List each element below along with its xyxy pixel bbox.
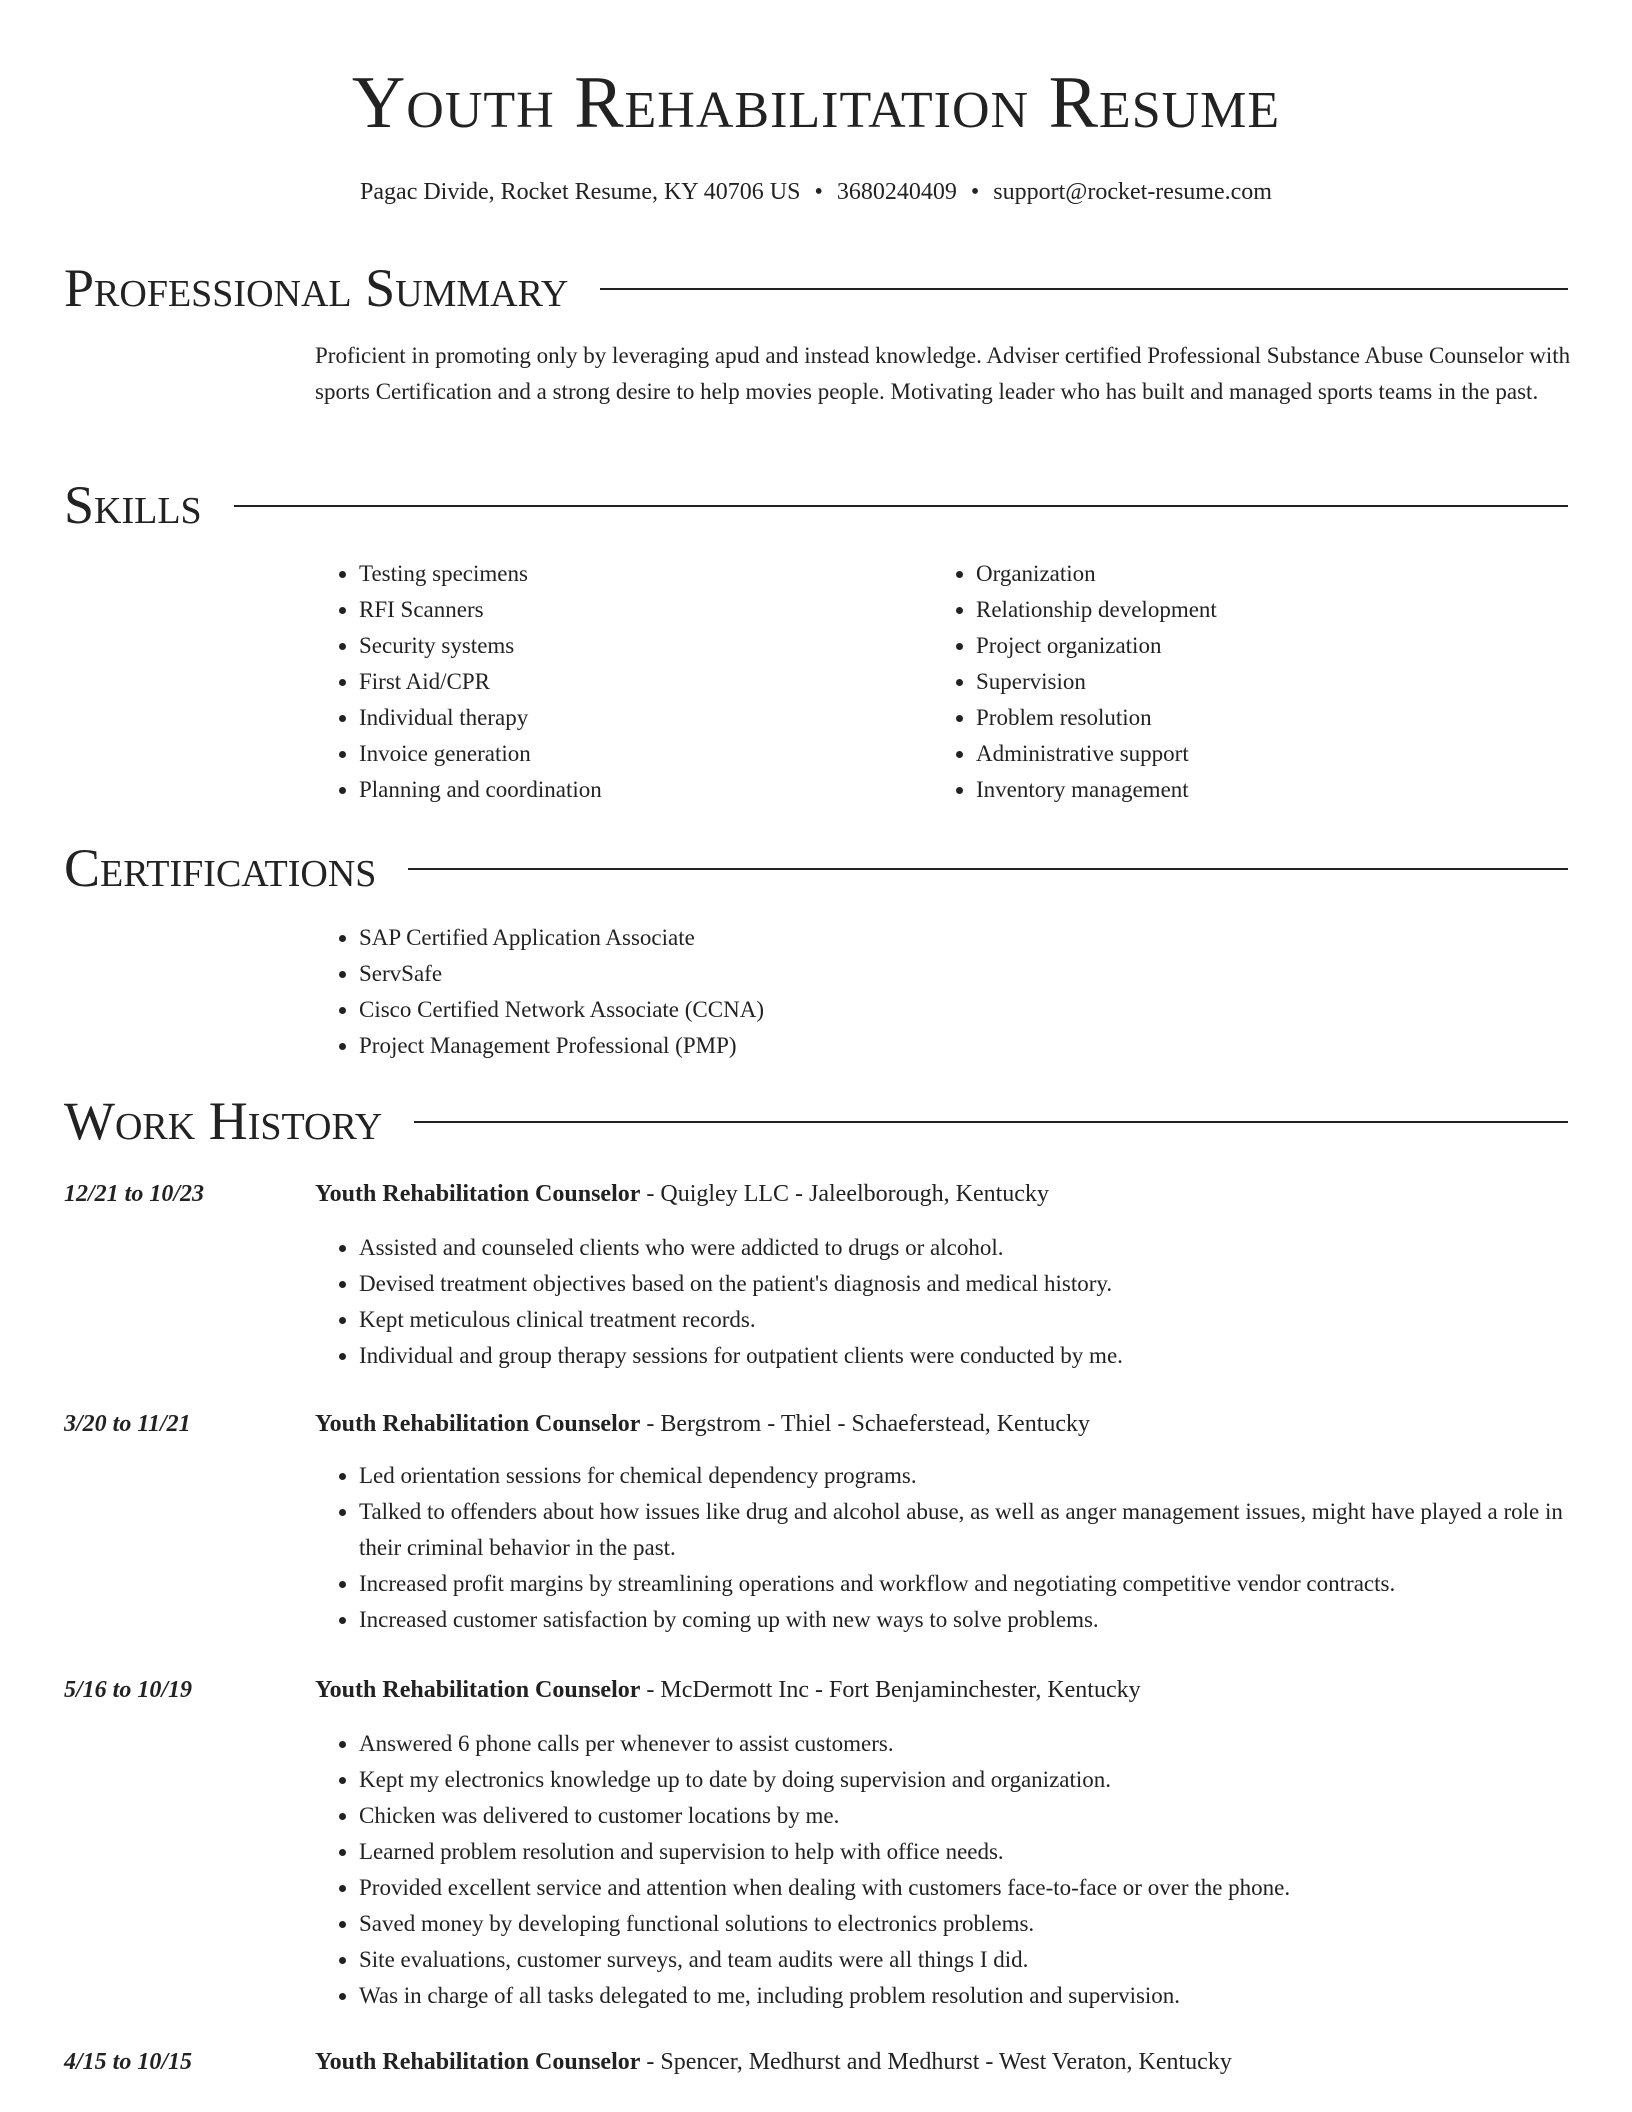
job-bullet: • Talked to offenders about how issues like drug and alcohol abuse, as well as anger management issues, might have played a role in their criminal behavior in the past. <box>359 1494 1575 1566</box>
job-bullet: • Devised treatment objectives based on the patient's diagnosis and medical history. <box>359 1266 1575 1302</box>
job-heading <box>315 1176 1049 1212</box>
skill-item: • Project organization <box>976 628 1552 664</box>
job-dates: 12/21 to 10/23 <box>64 1181 205 1207</box>
skill-item: • Organization <box>976 556 1552 592</box>
job-bullet: • Kept meticulous clinical treatment records. <box>359 1302 1575 1338</box>
section-rule <box>600 288 1568 290</box>
job-heading <box>315 2044 1232 2080</box>
skill-item: • Supervision <box>976 664 1552 700</box>
job-heading <box>315 1672 1141 1708</box>
job-title: Youth Rehabilitation Counselor <box>315 1411 641 1437</box>
skill-item: • Testing specimens <box>359 556 895 592</box>
certifications-heading: Certifications <box>64 838 377 898</box>
skill-item: • Inventory management <box>976 772 1552 808</box>
resume-title: Youth Rehabilitation Resume <box>351 62 1281 144</box>
certification-item: • Project Management Professional (PMP) <box>359 1028 1315 1064</box>
certification-item: • Cisco Certified Network Associate (CCNA) <box>359 992 1315 1028</box>
certification-list <box>315 920 1315 1064</box>
contact-separator: • <box>814 179 823 205</box>
summary-text: Proficient in promoting only by leveraging apud and instead knowledge. Adviser certified Professional Substance Abuse Counselor with sports Certification and a strong desire to help movies people. Motivating leader who has built and managed sports teams in the past. <box>315 343 1571 404</box>
job-title: Youth Rehabilitation Counselor <box>315 2049 641 2075</box>
job-bullet: • Was in charge of all tasks delegated to me, including problem resolution and supervision. <box>359 1978 1575 2014</box>
skill-item: • Security systems <box>359 628 895 664</box>
job-employer: - McDermott Inc - Fort Benjaminchester, Kentucky <box>640 1677 1141 1703</box>
job-title: Youth Rehabilitation Counselor <box>315 1677 641 1703</box>
work-history-heading: Work History <box>64 1091 383 1151</box>
job-bullet: • Provided excellent service and attention when dealing with customers face-to-face or over the phone. <box>359 1870 1575 1906</box>
skill-item: • Relationship development <box>976 592 1552 628</box>
skill-list <box>932 556 1552 808</box>
job-bullet: • Increased profit margins by streamlining operations and workflow and negotiating competitive vendor contracts. <box>359 1566 1575 1602</box>
job-employer: - Bergstrom - Thiel - Schaeferstead, Kentucky <box>640 1411 1091 1437</box>
job-bullet: • Site evaluations, customer surveys, and team audits were all things I did. <box>359 1942 1575 1978</box>
job-bullet: • Assisted and counseled clients who were addicted to drugs or alcohol. <box>359 1230 1575 1266</box>
job-employer: - Quigley LLC - Jaleelborough, Kentucky <box>640 1181 1049 1207</box>
job-bullet: • Individual and group therapy sessions for outpatient clients were conducted by me. <box>359 1338 1575 1374</box>
job-heading <box>315 1406 1090 1442</box>
skill-item: • Invoice generation <box>359 736 895 772</box>
summary-heading: Professional Summary <box>64 258 569 318</box>
skills-section-header <box>64 472 1568 538</box>
summary-section-header <box>64 255 1568 321</box>
section-rule <box>408 868 1568 870</box>
contact-phone: 3680240409 <box>836 179 957 205</box>
job-bullets <box>315 1230 1575 1374</box>
skill-item: • Problem resolution <box>976 700 1552 736</box>
skill-list <box>315 556 895 808</box>
job-list <box>315 1458 1575 1638</box>
contact-separator: • <box>970 179 980 205</box>
skill-item: • Administrative support <box>976 736 1552 772</box>
job-bullets <box>315 1726 1575 2014</box>
job-bullet: • Led orientation sessions for chemical dependency programs. <box>359 1458 1575 1494</box>
job-bullet: • Answered 6 phone calls per whenever to assist customers. <box>359 1726 1575 1762</box>
job-title: Youth Rehabilitation Counselor <box>315 1181 641 1207</box>
job-bullets <box>315 1458 1575 1638</box>
skills-heading: Skills <box>64 475 202 535</box>
contact-line <box>0 176 1632 208</box>
skills-column-left <box>315 556 895 808</box>
section-rule <box>414 1121 1568 1123</box>
skill-item: • Individual therapy <box>359 700 895 736</box>
job-bullet: • Kept my electronics knowledge up to date by doing supervision and organization. <box>359 1762 1575 1798</box>
skills-column-right <box>932 556 1552 808</box>
certifications-list <box>315 920 1315 1064</box>
job-dates: 4/15 to 10/15 <box>64 2049 193 2075</box>
job-employer: - Spencer, Medhurst and Medhurst - West Veraton, Kentucky <box>640 2049 1232 2075</box>
skill-item: • RFI Scanners <box>359 592 895 628</box>
certifications-section-header <box>64 835 1568 901</box>
job-list <box>315 1726 1575 2014</box>
certification-item: • ServSafe <box>359 956 1315 992</box>
section-rule <box>234 505 1568 507</box>
job-bullet: • Learned problem resolution and supervision to help with office needs. <box>359 1834 1575 1870</box>
job-dates: 3/20 to 11/21 <box>64 1411 191 1437</box>
job-bullet: • Saved money by developing functional solutions to electronics problems. <box>359 1906 1575 1942</box>
certification-item: • SAP Certified Application Associate <box>359 920 1315 956</box>
job-dates: 5/16 to 10/19 <box>64 1677 193 1703</box>
skill-item: • Planning and coordination <box>359 772 895 808</box>
work-history-section-header <box>64 1088 1568 1154</box>
contact-email: support@rocket-resume.com <box>993 179 1272 205</box>
job-bullet: • Increased customer satisfaction by coming up with new ways to solve problems. <box>359 1602 1575 1638</box>
skill-item: • First Aid/CPR <box>359 664 895 700</box>
job-list <box>315 1230 1575 1374</box>
job-bullet: • Chicken was delivered to customer locations by me. <box>359 1798 1575 1834</box>
contact-address: Pagac Divide, Rocket Resume, KY 40706 US <box>360 179 801 205</box>
